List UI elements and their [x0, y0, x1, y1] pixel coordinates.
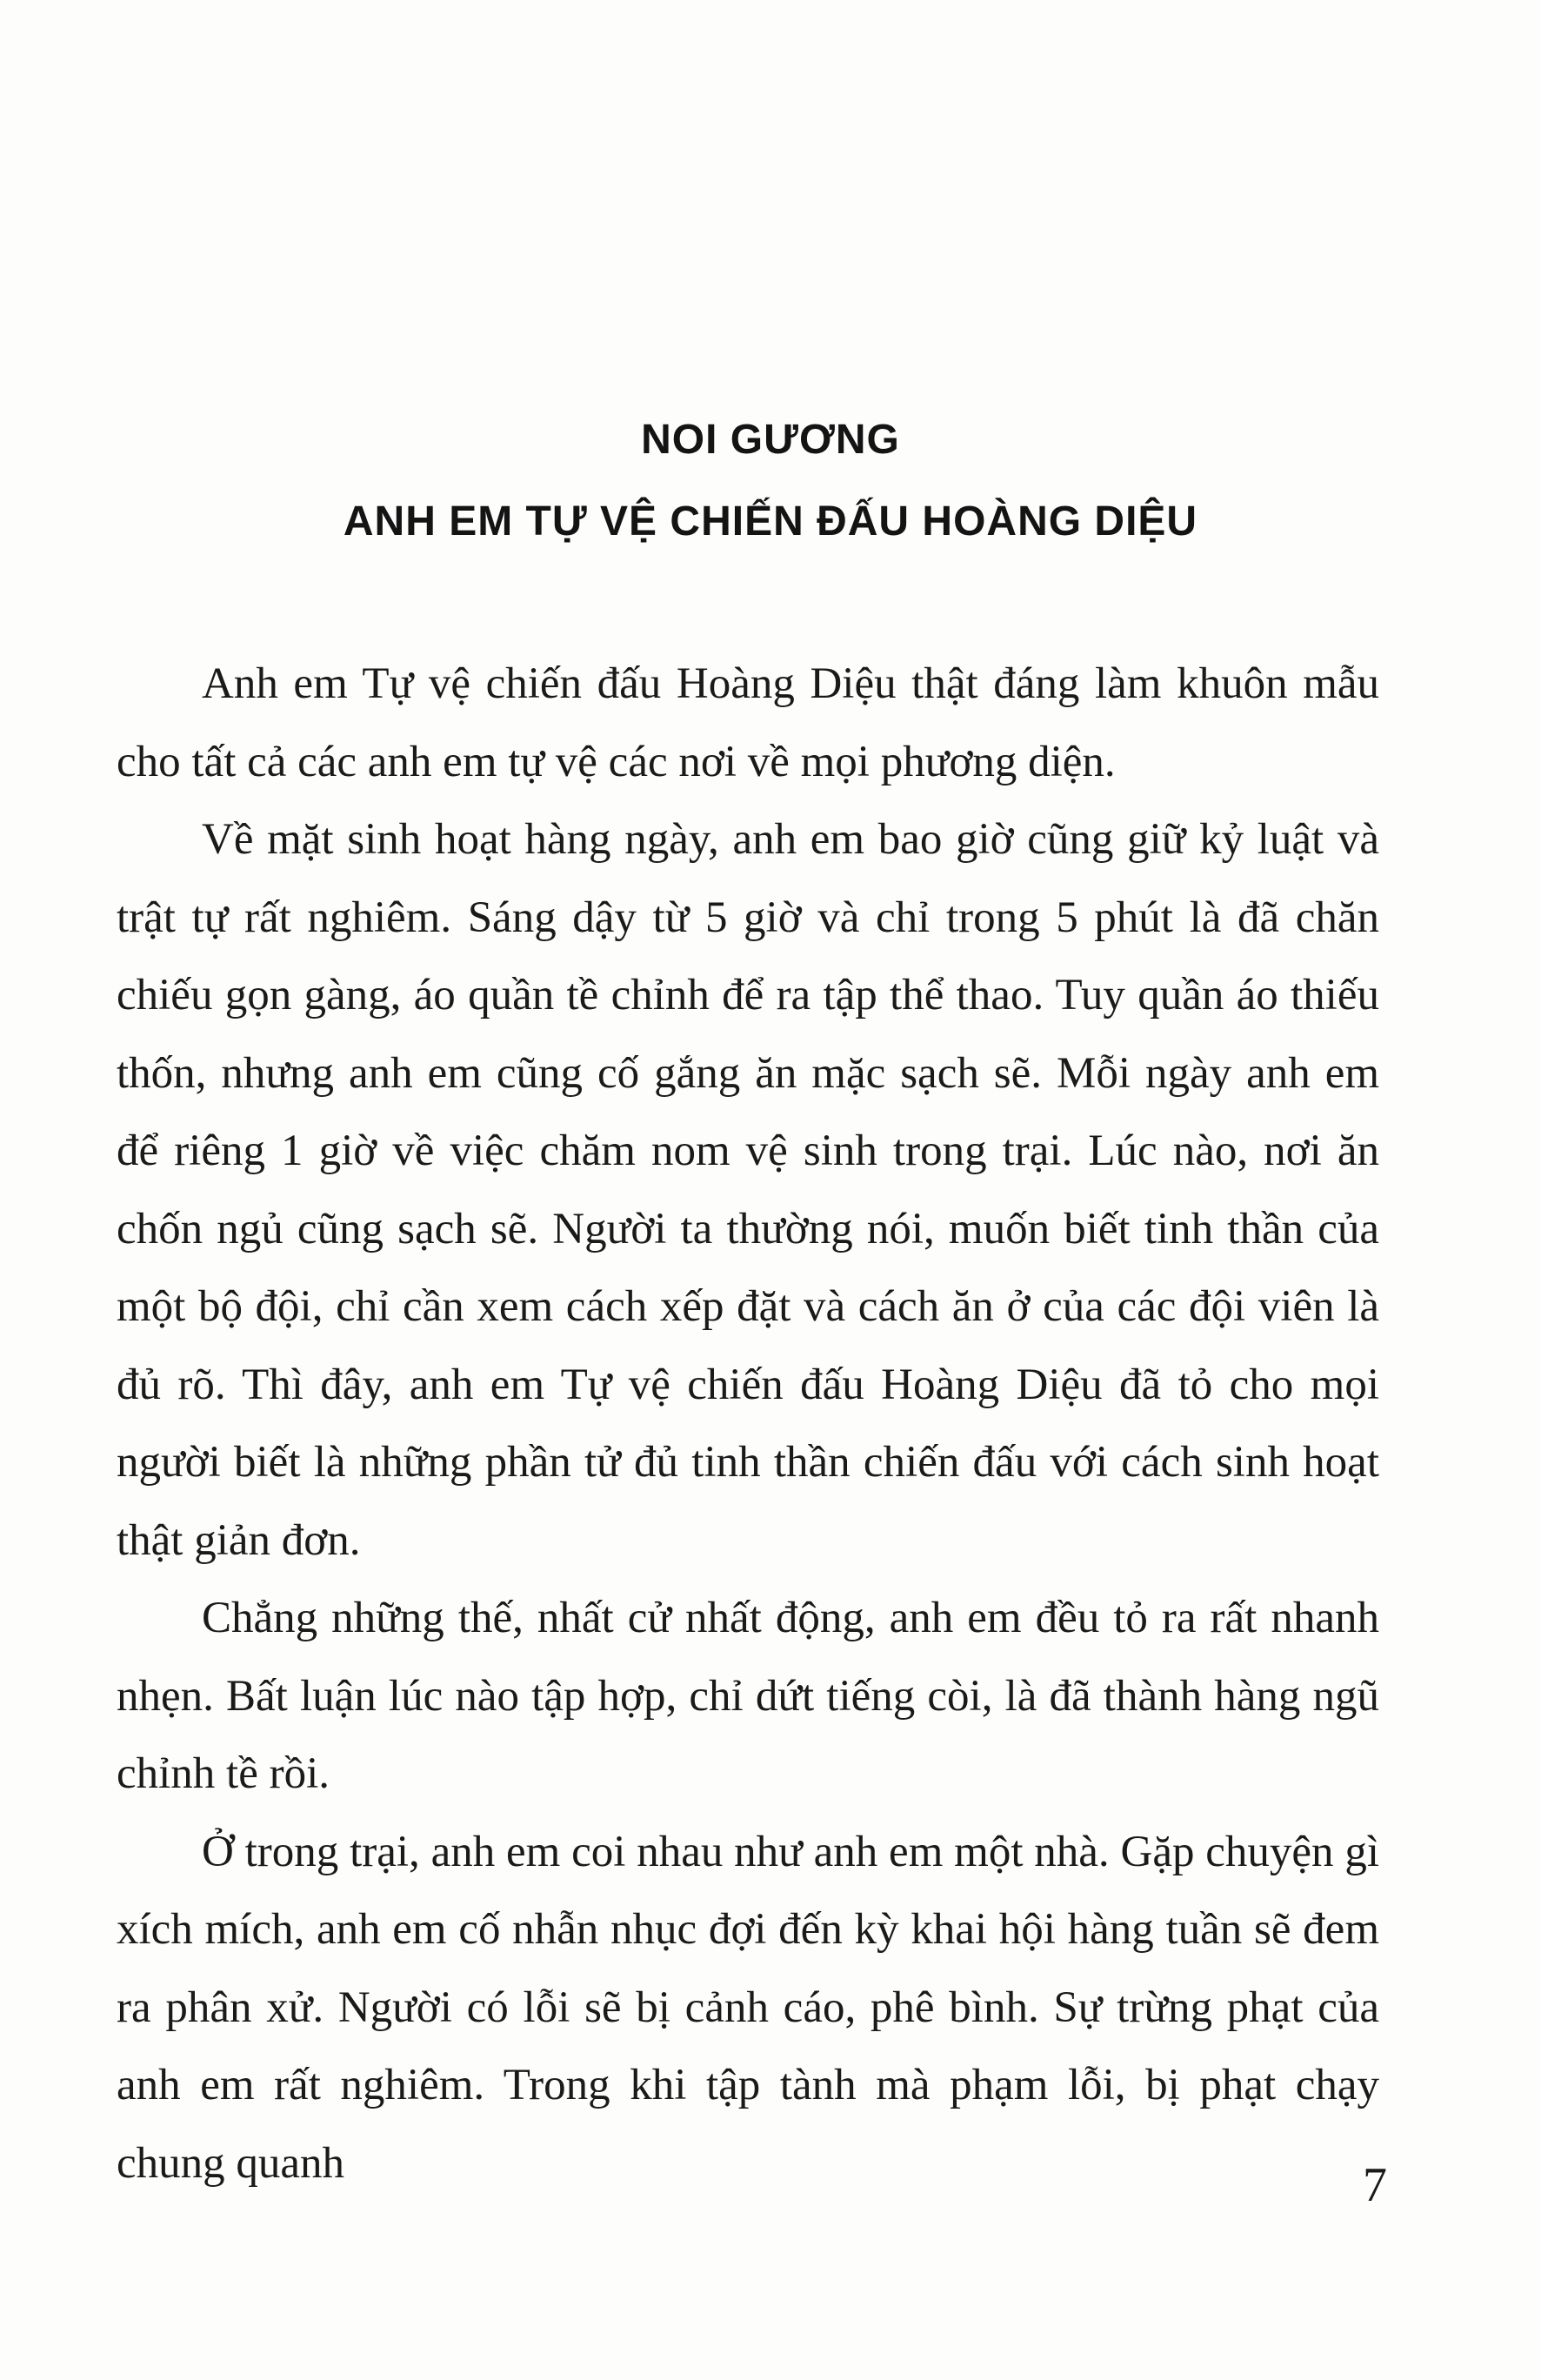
paragraph-4: Ở trong trại, anh em coi nhau như anh em một nhà. Gặp chuyện gì xích mích, anh em cố nhẫn nhục đợi đến kỳ khai hội hàng tuần sẽ đem ra phân xử. Người có lỗi sẽ bị cảnh cáo, phê bình. Sự trừng phạt của anh em rất nghiêm. Trong khi tập tành mà phạm lỗi, bị phạt chạy chung quanh — [117, 1827, 1379, 2188]
paragraph-1: Anh em Tự vệ chiến đấu Hoàng Diệu thật đáng làm khuôn mẫu cho tất cả các anh em tự vệ các nơi về mọi phương diện. — [117, 659, 1379, 786]
paragraph-2: Về mặt sinh hoạt hàng ngày, anh em bao giờ cũng giữ kỷ luật và trật tự rất nghiêm. Sáng dậy từ 5 giờ và chỉ trong 5 phút là đã chăn chiếu gọn gàng, áo quần tề chỉnh để ra tập thể thao. Tuy quần áo thiếu thốn, nhưng anh em cũng cố gắng ăn mặc sạch sẽ. Mỗi ngày anh em để riêng 1 giờ về việc chăm nom vệ sinh trong trại. Lúc nào, nơi ăn chốn ngủ cũng sạch sẽ. Người ta thường nói, muốn biết tinh thần của một bộ đội, chỉ cần xem cách xếp đặt và cách ăn ở của các đội viên là đủ rõ. Thì đây, anh em Tự vệ chiến đấu Hoàng Diệu đã tỏ cho mọi người biết là những phần tử đủ tinh thần chiến đấu với cách sinh hoạt thật giản đơn. — [117, 815, 1379, 1565]
page-number: 7 — [1363, 2158, 1387, 2212]
chapter-title-line-2: ANH EM TỰ VỆ CHIẾN ĐẤU HOÀNG DIỆU — [343, 498, 1198, 545]
body-text — [117, 645, 1379, 2203]
chapter-title-line-1: NOI GƯƠNG — [641, 417, 900, 463]
paragraph-3: Chẳng những thế, nhất cử nhất động, anh em đều tỏ ra rất nhanh nhẹn. Bất luận lúc nào tập hợp, chỉ dứt tiếng còi, là đã thành hàng ngũ chỉnh tề rồi. — [117, 1594, 1379, 1798]
